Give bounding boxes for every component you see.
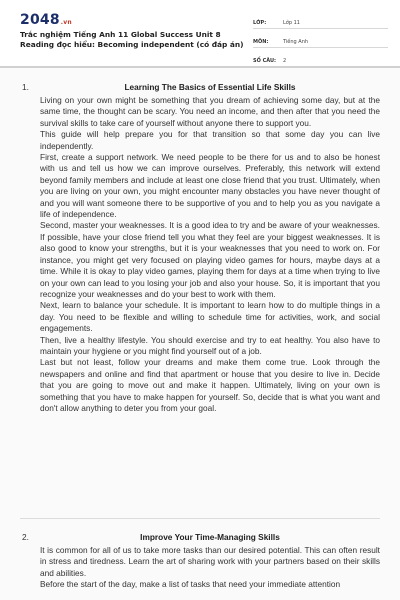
meta-row-subject — [253, 33, 388, 48]
passage-paragraph: It is common for all of us to take more tasks than our desired potential. This can often result in stress and tiredness. Learn the art of sharing work with your partners based on their skills and abilities. — [40, 545, 380, 578]
page-header — [0, 0, 400, 66]
question-number: 1. — [22, 82, 29, 92]
logo-main-text: 2048 — [20, 12, 60, 28]
passage-paragraph: This guide will help prepare you for that transition so that some day you can live independently. — [40, 129, 380, 151]
passage-paragraph: Before the start of the day, make a list of tasks that need your immediate attention — [40, 579, 341, 590]
meta-key: LỚP: — [253, 20, 267, 26]
meta-value: 2 — [283, 58, 287, 64]
passage-paragraph: Next, learn to balance your schedule. It is important to learn how to do multiple things in a day. You need to be flexible and willing to schedule time for activities, work, and social engagements. — [40, 300, 380, 334]
meta-info-panel — [253, 14, 388, 71]
meta-key: SỐ CÂU: — [253, 58, 277, 64]
passage-paragraph: Then, live a healthy lifestyle. You should exercise and try to eat healthy. You also have to maintain your hygiene or you might find yourself out of a job. — [40, 334, 380, 356]
site-logo[interactable] — [20, 12, 72, 28]
meta-value: Lớp 11 — [283, 20, 300, 26]
question-number: 2. — [22, 532, 29, 542]
passage-paragraph: Living on your own might be something that you dream of achieving some day, but at the same time, the thought can be scary. You need an income, and then after that you need the survival skills to take care of yourself without anyone there to support you. — [40, 95, 380, 128]
questions-content — [0, 68, 400, 600]
passage-1 — [40, 95, 380, 414]
question-separator — [20, 518, 380, 519]
passage-2 — [40, 545, 380, 591]
meta-row-question-count — [253, 52, 388, 67]
meta-row-class — [253, 14, 388, 29]
logo-domain-text: .vn — [60, 19, 72, 26]
meta-key: MÔN: — [253, 39, 269, 45]
passage-title: Learning The Basics of Essential Life Skills — [124, 82, 296, 92]
document-title: Trắc nghiệm Tiếng Anh 11 Global Success Unit 8 Reading đọc hiểu: Becoming independent (có đáp án) — [20, 30, 244, 49]
passage-title: Improve Your Time-Managing Skills — [140, 532, 280, 542]
passage-paragraph: Last but not least, follow your dreams and make them come true. Look through the newspapers and online and find that apartment or house that you desire to live in. Decide that you are going to move out and make it happen. Ultimately, living on your own is something that you have to make happen for yourself. So, decide that is what you want and don't allow anything to deter you from your goal. — [40, 357, 380, 413]
passage-paragraph: First, create a support network. We need people to be there for us and to also be honest with us and tell us how we can improve ourselves. Preferably, this network will extend beyond family members and include at least one close friend that you trust. Ultimately, when you are living on your own, you might encounter many obstacles you have never thought of and you will want someone there to be supportive of you and to help you as you navigate a life of independence. — [40, 152, 380, 220]
passage-paragraph: Second, master your weaknesses. It is a good idea to try and be aware of your weaknesses. If possible, have your close friend tell you what they feel are your biggest weaknesses. It is also good to know your strengths, but it is your weaknesses that you need to work on. For instance, you might get very focused on playing video games for hours, maybe days at a time. While it is okay to play video games, playing them for days at a time when trying to live on your own can lead to you losing your job and also your house. So, it is important that you recognize your weaknesses and do your best to work with them. — [40, 220, 380, 299]
meta-value: Tiếng Anh — [283, 39, 309, 45]
